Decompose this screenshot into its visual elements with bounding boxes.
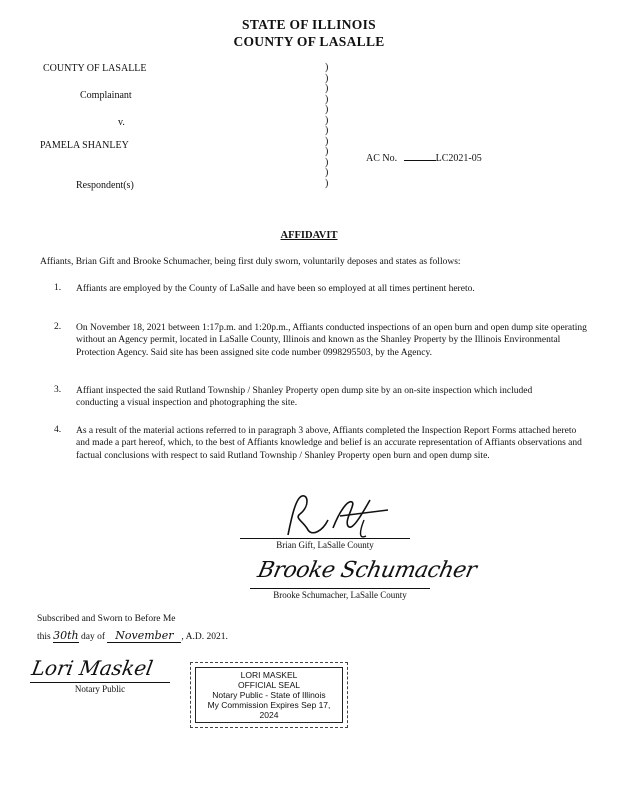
para-2-number: 2. <box>54 322 62 332</box>
notary-signature: Lori Maskel <box>29 656 155 680</box>
para-1-text: Affiants are employed by the County of LaSalle and have been so employed at all times pertinent hereto. <box>76 284 475 294</box>
seal-name: LORI MASKEL <box>240 670 298 680</box>
caption-versus: v. <box>118 117 125 128</box>
para-3-number: 3. <box>54 385 62 395</box>
affiant-1-line: Brian Gift, LaSalle County <box>240 538 410 550</box>
this-label: this <box>37 632 51 642</box>
brooke-schumacher-signature: Brooke Schumacher <box>255 558 479 583</box>
subscribed-text: Subscribed and Sworn to Before Me <box>37 614 176 624</box>
case-label: AC No. <box>366 153 398 164</box>
notary-seal <box>190 662 348 728</box>
affiant-2-line: Brooke Schumacher, LaSalle County <box>250 588 430 600</box>
case-blank-line <box>404 160 436 161</box>
notary-public-line: Notary Public <box>30 682 170 694</box>
seal-state: Notary Public - State of Illinois <box>212 690 326 700</box>
affidavit-title: AFFIDAVIT <box>280 230 338 241</box>
caption-plaintiff: COUNTY OF LASALLE <box>43 63 147 74</box>
caption-defendant-role: Respondent(s) <box>76 180 134 191</box>
notary-date-line <box>37 630 228 643</box>
caption-defendant: PAMELA SHANLEY <box>40 140 129 151</box>
intro-text: Affiants, Brian Gift and Brooke Schumacher, being first duly sworn, voluntarily deposes and states as follows: <box>40 257 461 267</box>
para-4-number: 4. <box>54 425 62 435</box>
day-value: 30th <box>53 629 79 642</box>
para-2-text: On November 18, 2021 between 1:17p.m. and 1:20p.m., Affiants conducted inspections of an open burn and open dump site operating without an Agency permit, located in LaSalle County, Illinois and known as the Shanley Property by the Illinois Environmental Protection Agency. Said site has been assigned site code number 0998295503, by the Agency. <box>76 323 587 358</box>
caption-plaintiff-role: Complainant <box>80 90 132 101</box>
header-state: STATE OF ILLINOIS <box>242 17 376 32</box>
seal-commission: My Commission Expires Sep 17, 2024 <box>207 700 331 720</box>
caption-parentheses: ) ) ) ) ) ) ) ) ) ) ) ) <box>325 62 329 189</box>
para-1-number: 1. <box>54 283 62 293</box>
month-value: November <box>107 630 181 643</box>
header-county: COUNTY OF LASALLE <box>233 34 385 49</box>
notary-seal-inner <box>195 667 343 723</box>
para-4-text: As a result of the material actions referred to in paragraph 3 above, Affiants completed the Inspection Report Forms attached hereto and made a part hereof, which, to the best of Affiants knowledge and belief is an accurate representation of Affiants observations and factual conclusions with respect to said Rutland Township / Shanley Property open burn and open dump site. <box>76 426 582 461</box>
brian-gift-signature <box>278 490 398 545</box>
case-number: LC2021-05 <box>435 153 482 164</box>
ad-year: , A.D. 2021. <box>181 632 228 642</box>
case-number-row <box>366 153 482 164</box>
para-3-text: Affiant inspected the said Rutland Township / Shanley Property open dump site by an on-site inspection which included conducting a visual inspection and photographing the site. <box>76 386 533 409</box>
day-of-label: day of <box>81 632 106 642</box>
seal-title: OFFICIAL SEAL <box>237 680 301 690</box>
